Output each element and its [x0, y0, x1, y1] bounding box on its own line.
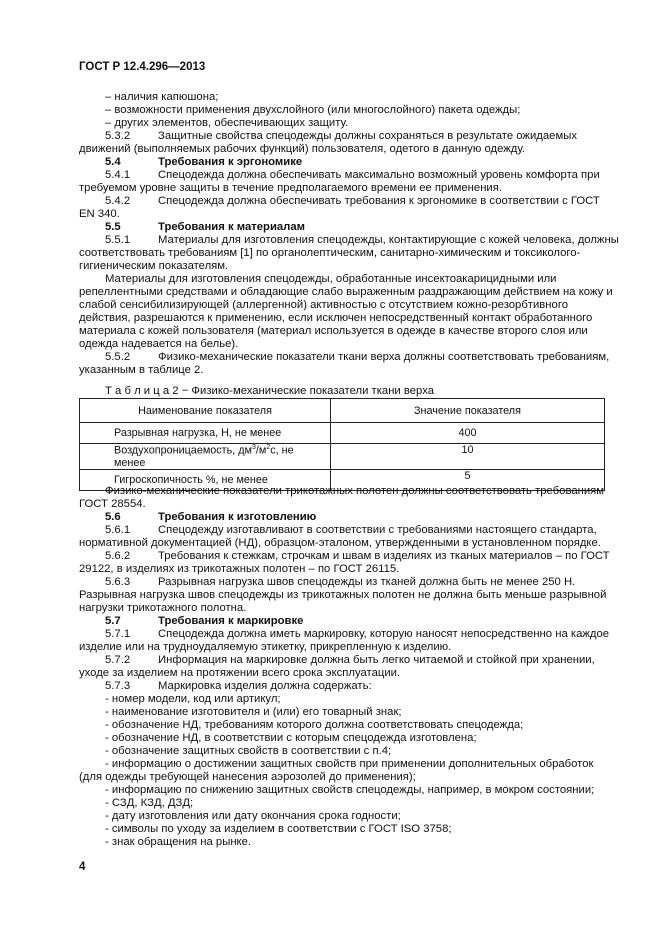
table-header-row [80, 399, 605, 423]
table-header-cell: Значение показателя [331, 399, 605, 423]
paragraph-line: Маркировка изделия должна содержать: [158, 680, 372, 692]
table-caption: Т а б л и ц а 2 − Физико-механические показатели ткани верха [105, 385, 434, 397]
clause-number: 5.6.3 [105, 576, 131, 588]
section-number: 5.6 [105, 511, 121, 523]
paragraph-line: Физико-механические показатели ткани верха должны соответствовать требованиям, [158, 351, 610, 363]
table-cell [80, 444, 331, 470]
list-item: - информацию о достижении защитных свойств при применении дополнительных обработок [105, 758, 594, 770]
clause-number: 5.7.1 [105, 628, 131, 640]
table-cell: Гигроскопичность %, не менее [80, 469, 331, 490]
paragraph-line: Требования к стежкам, строчкам и швам в изделиях из тканых материалов – по ГОСТ [158, 550, 610, 562]
list-item: - знак обращения на рынке. [105, 836, 252, 848]
paragraph-line: одежда надевается на белье). [79, 338, 239, 350]
document-header: ГОСТ Р 12.4.296—2013 [79, 61, 206, 73]
paragraph-line: гигиеническим показателям. [79, 260, 229, 272]
paragraph-line: репеллентными средствами и обладающие слабо выраженным раздражающим действием на кожу и [79, 286, 613, 298]
table-header-cell: Наименование показателя [80, 399, 331, 423]
clause-number: 5.6.1 [105, 524, 131, 536]
paragraph-line: изделие или на трудноудаляемую этикетку, прикрепленную к изделию. [79, 641, 452, 653]
paragraph-line: нагрузки трикотажного полотна. [79, 602, 247, 614]
paragraph-line: уходе за изделием на протяжении всего срока эксплуатации. [79, 667, 401, 679]
table-row [80, 444, 605, 470]
list-item: - информацию по снижению защитных свойств спецодежды, например, в мокром состоянии; [105, 784, 595, 796]
list-item: - символы по уходу за изделием в соответствии с ГОСТ ISO 3758; [105, 823, 452, 835]
clause-number: 5.4.1 [105, 169, 131, 181]
list-item: - наименование изготовителя и (или) его товарный знак; [105, 706, 402, 718]
list-item: - обозначение НД, в соответствии с которым спецодежда изготовлена; [105, 732, 477, 744]
table-cell: 10 [331, 444, 605, 470]
section-title: Требования к эргономике [158, 156, 303, 168]
paragraph-line: Физико-механические показатели трикотажных полотен должны соответствовать требованиям [105, 485, 605, 497]
list-item: - обозначение защитных свойств в соответствии с п.4; [105, 745, 392, 757]
paragraph-line: материала с кожей пользователя (материал используется в одежде в качестве второго слоя или [79, 325, 588, 337]
clause-number: 5.7.3 [105, 680, 131, 692]
paragraph-line: действия, разрешаются к применению, если исключен непосредственный контакт обработанного [79, 312, 593, 324]
superscript: 3 [251, 444, 256, 451]
paragraph-line: Материалы для изготовления спецодежды, обработанные инсектоакарицидными или [105, 273, 557, 285]
section-title: Требования к маркировке [158, 615, 304, 627]
table-row [80, 423, 605, 444]
page-number: 4 [79, 861, 86, 873]
paragraph-line: Материалы для изготовления спецодежды, контактирующие с кожей человека, должны [158, 234, 619, 246]
paragraph-line: Спецодежда должна иметь маркировку, которую наносят непосредственно на каждое [158, 628, 610, 640]
section-number: 5.4 [105, 156, 121, 168]
clause-number: 5.5.1 [105, 234, 131, 246]
list-item: – других элементов, обеспечивающих защиту. [105, 117, 349, 129]
paragraph-line: движений (выполняемых рабочих функций) пользователя, одетого в данную одежду. [79, 143, 526, 155]
list-item: - СЗД, КЗД, ДЗД; [105, 797, 194, 809]
clause-number: 5.3.2 [105, 130, 131, 142]
paragraph-line: EN 340. [79, 208, 120, 220]
paragraph-line: указанным в таблице 2. [79, 364, 204, 376]
paragraph-line: Спецодежду изготавливают в соответствии с требованиями настоящего стандарта, [158, 524, 597, 536]
clause-number: 5.5.2 [105, 351, 131, 363]
paragraph-line: требуемом уровне защиты в течение предполагаемого времени ее применения. [79, 182, 503, 194]
clause-number: 5.6.2 [105, 550, 131, 562]
paragraph-line: Спецодежда должна обеспечивать максимально возможный уровень комфорта при [158, 169, 600, 181]
list-item: – наличия капюшона; [105, 91, 219, 103]
list-item: – возможности применения двухслойного (или многослойного) пакета одежды; [105, 104, 521, 116]
paragraph-line: ГОСТ 28554. [79, 498, 146, 510]
list-item-continuation: (для одежды требующей нанесения аэрозолей до применения); [79, 771, 416, 783]
paragraph-line: Информация на маркировке должна быть легко читаемой и стойкой при хранении, [158, 654, 595, 666]
clause-number: 5.4.2 [105, 195, 131, 207]
paragraph-line: соответствовать требованиям [1] по органолептическим, санитарно-химическим и токсиколого- [79, 247, 581, 259]
section-title: Требования к материалам [158, 221, 306, 233]
paragraph-line: Спецодежда должна обеспечивать требования к эргономике в соответствии с ГОСТ [158, 195, 600, 207]
table-cell: 400 [331, 423, 605, 444]
cell-text: с, не менее [114, 444, 294, 469]
paragraph-line: Разрывная нагрузка швов спецодежды из тканей должна быть не менее 250 Н. [158, 576, 576, 588]
list-item: - номер модели, код или артикул; [105, 693, 281, 705]
section-title: Требования к изготовлению [158, 511, 317, 523]
paragraph-line: Разрывная нагрузка швов спецодежды из трикотажных полотен не должна быть меньше разрывной [79, 589, 607, 601]
table-2 [79, 398, 605, 491]
section-number: 5.7 [105, 615, 121, 627]
paragraph-line: Защитные свойства спецодежды должны сохраняться в результате ожидаемых [158, 130, 577, 142]
paragraph-line: 29122, в изделиях из трикотажных полотен – по ГОСТ 26115. [79, 563, 400, 575]
clause-number: 5.7.2 [105, 654, 131, 666]
table-cell: 5 [331, 469, 605, 490]
paragraph-line: нормативной документацией (НД), образцом-эталоном, утвержденными в установленном порядке. [79, 537, 601, 549]
paragraph-line: слабой сенсибилизирующей (аллергенной) активностью с отсутствием кожно-резорбтивного [79, 299, 568, 311]
list-item: - дату изготовления или дату окончания срока годности; [105, 810, 401, 822]
section-number: 5.5 [105, 221, 121, 233]
cell-text: /м [255, 444, 267, 457]
list-item: - обозначение НД, требованиям которого должна соответствовать спецодежда; [105, 719, 524, 731]
superscript: 2 [266, 444, 271, 451]
cell-text: Воздухопроницаемость, дм [114, 444, 252, 457]
table-cell: Разрывная нагрузка, Н, не менее [80, 423, 331, 444]
